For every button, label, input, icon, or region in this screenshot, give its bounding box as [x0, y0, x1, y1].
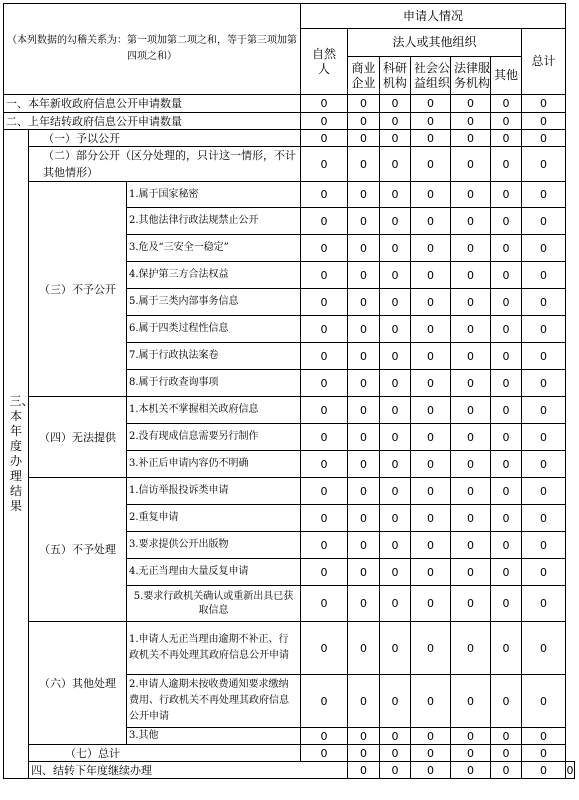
value-cell: 0 [380, 95, 411, 113]
value-cell: 0 [491, 397, 522, 424]
value-cell: 0 [451, 478, 491, 505]
row-label: 3.其他 [127, 728, 301, 745]
value-cell: 0 [348, 424, 380, 451]
value-cell: 0 [301, 343, 348, 370]
value-cell: 0 [301, 586, 348, 622]
value-cell: 0 [348, 728, 380, 745]
value-cell: 0 [348, 559, 380, 586]
value-cell: 0 [380, 208, 411, 235]
value-cell: 0 [411, 745, 451, 762]
value-cell: 0 [380, 370, 411, 397]
value-cell: 0 [348, 343, 380, 370]
value-cell: 0 [411, 675, 451, 728]
value-cell: 0 [451, 343, 491, 370]
row-label: 四、结转下年度继续办理 [29, 762, 348, 779]
group-label: （六）其他处理 [29, 622, 127, 745]
legal-service-header: 法律服务机构 [451, 57, 491, 95]
value-cell: 0 [301, 397, 348, 424]
value-cell: 0 [522, 745, 566, 762]
value-cell: 0 [301, 451, 348, 478]
value-cell: 0 [301, 478, 348, 505]
value-cell: 0 [411, 147, 451, 182]
value-cell: 0 [301, 208, 348, 235]
value-cell: 0 [380, 622, 411, 675]
value-cell: 0 [411, 113, 451, 130]
value-cell: 0 [522, 559, 566, 586]
row-label: 1.信访举报投诉类申请 [127, 478, 301, 505]
value-cell: 0 [411, 478, 451, 505]
value-cell: 0 [451, 208, 491, 235]
row-label: 2.重复申请 [127, 505, 301, 532]
value-cell: 0 [411, 532, 451, 559]
value-cell: 0 [301, 505, 348, 532]
value-cell: 0 [301, 147, 348, 182]
value-cell: 0 [491, 147, 522, 182]
value-cell: 0 [522, 316, 566, 343]
value-cell: 0 [451, 182, 491, 208]
row-label: 1.属于国家秘密 [127, 182, 301, 208]
disclosure-table [3, 3, 575, 779]
value-cell: 0 [451, 113, 491, 130]
value-cell: 0 [522, 113, 566, 130]
value-cell: 0 [411, 95, 451, 113]
value-cell: 0 [380, 397, 411, 424]
value-cell: 0 [380, 262, 411, 289]
value-cell: 0 [301, 316, 348, 343]
value-cell: 0 [301, 95, 348, 113]
value-cell: 0 [491, 586, 522, 622]
row-label: （二）部分公开（区分处理的，只计这一情形，不计其他情形） [29, 147, 301, 182]
value-cell: 0 [301, 675, 348, 728]
value-cell: 0 [380, 559, 411, 586]
value-cell: 0 [451, 675, 491, 728]
row-label: 5.要求行政机关确认或重新出具已获取信息 [127, 586, 301, 622]
value-cell: 0 [411, 343, 451, 370]
value-cell: 0 [411, 397, 451, 424]
value-cell: 0 [522, 451, 566, 478]
value-cell: 0 [348, 130, 380, 147]
row-label: 4.保护第三方合法权益 [127, 262, 301, 289]
value-cell: 0 [380, 532, 411, 559]
value-cell: 0 [491, 745, 522, 762]
value-cell: 0 [491, 316, 522, 343]
value-cell: 0 [491, 478, 522, 505]
row-label: 2.其他法律行政法规禁止公开 [127, 208, 301, 235]
value-cell: 0 [522, 343, 566, 370]
value-cell: 0 [380, 316, 411, 343]
value-cell: 0 [451, 586, 491, 622]
value-cell: 0 [348, 451, 380, 478]
value-cell: 0 [451, 289, 491, 316]
value-cell: 0 [451, 370, 491, 397]
value-cell: 0 [411, 762, 451, 779]
value-cell: 0 [491, 113, 522, 130]
value-cell: 0 [348, 675, 380, 728]
value-cell: 0 [451, 762, 491, 779]
value-cell: 0 [451, 262, 491, 289]
value-cell: 0 [380, 451, 411, 478]
value-cell: 0 [411, 316, 451, 343]
row-label: （七）总计 [29, 745, 301, 762]
value-cell: 0 [491, 95, 522, 113]
value-cell: 0 [380, 182, 411, 208]
row-label: 3.要求提供公开出版物 [127, 532, 301, 559]
row-label: 2.没有现成信息需要另行制作 [127, 424, 301, 451]
value-cell: 0 [411, 130, 451, 147]
value-cell: 0 [522, 289, 566, 316]
value-cell: 0 [348, 505, 380, 532]
value-cell: 0 [451, 559, 491, 586]
value-cell: 0 [348, 397, 380, 424]
value-cell: 0 [491, 262, 522, 289]
value-cell: 0 [380, 586, 411, 622]
value-cell: 0 [411, 559, 451, 586]
row-label: 8.属于行政查询事项 [127, 370, 301, 397]
value-cell: 0 [380, 235, 411, 262]
value-cell: 0 [491, 451, 522, 478]
value-cell: 0 [380, 289, 411, 316]
value-cell: 0 [348, 113, 380, 130]
row-label: 1.申请人无正当理由逾期不补正、行政机关不再处理其政府信息公开申请 [127, 622, 301, 675]
value-cell: 0 [491, 289, 522, 316]
value-cell: 0 [301, 424, 348, 451]
value-cell: 0 [380, 675, 411, 728]
value-cell: 0 [491, 370, 522, 397]
value-cell: 0 [411, 235, 451, 262]
value-cell: 0 [348, 208, 380, 235]
value-cell: 0 [380, 745, 411, 762]
value-cell: 0 [522, 95, 566, 113]
value-cell: 0 [348, 532, 380, 559]
value-cell: 0 [491, 728, 522, 745]
value-cell: 0 [301, 370, 348, 397]
value-cell: 0 [380, 505, 411, 532]
value-cell: 0 [522, 728, 566, 745]
value-cell: 0 [451, 397, 491, 424]
value-cell: 0 [348, 95, 380, 113]
value-cell: 0 [451, 728, 491, 745]
value-cell: 0 [380, 762, 411, 779]
group-label: （五）不予处理 [29, 478, 127, 622]
value-cell: 0 [301, 262, 348, 289]
value-cell: 0 [301, 745, 348, 762]
row-label: 5.属于三类内部事务信息 [127, 289, 301, 316]
value-cell: 0 [522, 505, 566, 532]
value-cell: 0 [522, 208, 566, 235]
applicant-header: 申请人情况 [301, 4, 566, 29]
value-cell: 0 [301, 559, 348, 586]
value-cell: 0 [522, 262, 566, 289]
value-cell: 0 [301, 622, 348, 675]
value-cell: 0 [451, 505, 491, 532]
value-cell: 0 [301, 113, 348, 130]
value-cell: 0 [348, 622, 380, 675]
row-label: 2.申请人逾期未按收费通知要求缴纳费用、行政机关不再处理其政府信息公开申请 [127, 675, 301, 728]
value-cell: 0 [411, 289, 451, 316]
section-3-label: 三、本年度办理结果 [4, 130, 29, 779]
value-cell: 0 [522, 370, 566, 397]
value-cell: 0 [411, 451, 451, 478]
value-cell: 0 [380, 147, 411, 182]
value-cell: 0 [380, 728, 411, 745]
value-cell: 0 [348, 262, 380, 289]
value-cell: 0 [348, 586, 380, 622]
row-label: 1.本机关不掌握相关政府信息 [127, 397, 301, 424]
row-label: 7.属于行政执法案卷 [127, 343, 301, 370]
note-cell: （本列数据的勾稽关系为：第一项加第二项之和，等于第三项加第四项之和） [4, 4, 301, 95]
value-cell: 0 [348, 762, 380, 779]
social-header: 社会公益组织 [411, 57, 451, 95]
value-cell: 0 [451, 424, 491, 451]
value-cell: 0 [522, 586, 566, 622]
value-cell: 0 [411, 505, 451, 532]
value-cell: 0 [348, 235, 380, 262]
value-cell: 0 [522, 424, 566, 451]
value-cell: 0 [491, 675, 522, 728]
natural-person-header: 自然人 [301, 29, 348, 95]
value-cell: 0 [491, 505, 522, 532]
value-cell: 0 [301, 130, 348, 147]
value-cell: 0 [411, 622, 451, 675]
value-cell: 0 [451, 745, 491, 762]
value-cell: 0 [348, 478, 380, 505]
research-header: 科研机构 [380, 57, 411, 95]
value-cell: 0 [380, 343, 411, 370]
value-cell: 0 [411, 424, 451, 451]
value-cell: 0 [522, 182, 566, 208]
row-label: 3.危及“三安全一稳定” [127, 235, 301, 262]
value-cell: 0 [348, 289, 380, 316]
group-label: （四）无法提供 [29, 397, 127, 478]
value-cell: 0 [348, 316, 380, 343]
value-cell: 0 [301, 182, 348, 208]
group-label: （三）不予公开 [29, 182, 127, 397]
value-cell: 0 [451, 316, 491, 343]
value-cell: 0 [411, 182, 451, 208]
value-cell: 0 [491, 622, 522, 675]
business-header: 商业企业 [348, 57, 380, 95]
value-cell: 0 [451, 451, 491, 478]
value-cell: 0 [522, 675, 566, 728]
value-cell: 0 [522, 478, 566, 505]
row-label: 6.属于四类过程性信息 [127, 316, 301, 343]
value-cell: 0 [451, 622, 491, 675]
value-cell: 0 [491, 235, 522, 262]
value-cell: 0 [348, 370, 380, 397]
total-header: 总计 [522, 29, 566, 95]
value-cell: 0 [380, 130, 411, 147]
value-cell: 0 [348, 745, 380, 762]
value-cell: 0 [451, 235, 491, 262]
row-label: 一、本年新收政府信息公开申请数量 [4, 95, 301, 113]
row-label: 二、上年结转政府信息公开申请数量 [4, 113, 301, 130]
value-cell: 0 [348, 147, 380, 182]
other-header: 其他 [491, 57, 522, 95]
value-cell: 0 [491, 182, 522, 208]
value-cell: 0 [451, 147, 491, 182]
value-cell: 0 [451, 532, 491, 559]
legal-org-header: 法人或其他组织 [348, 29, 522, 57]
value-cell: 0 [522, 147, 566, 182]
value-cell: 0 [522, 622, 566, 675]
value-cell: 0 [411, 586, 451, 622]
value-cell: 0 [301, 728, 348, 745]
value-cell: 0 [522, 762, 566, 779]
value-cell: 0 [491, 762, 522, 779]
value-cell: 0 [411, 262, 451, 289]
row-label: （一）予以公开 [29, 130, 301, 147]
value-cell: 0 [522, 235, 566, 262]
row-label: 4.无正当理由大量反复申请 [127, 559, 301, 586]
value-cell: 0 [411, 370, 451, 397]
value-cell: 0 [411, 208, 451, 235]
row-label: 3.补正后申请内容仍不明确 [127, 451, 301, 478]
value-cell: 0 [491, 559, 522, 586]
value-cell: 0 [380, 478, 411, 505]
value-cell: 0 [301, 532, 348, 559]
value-cell: 0 [522, 130, 566, 147]
value-cell: 0 [301, 235, 348, 262]
value-cell: 0 [491, 208, 522, 235]
value-cell: 0 [451, 130, 491, 147]
value-cell: 0 [491, 130, 522, 147]
value-cell: 0 [411, 728, 451, 745]
value-cell: 0 [451, 95, 491, 113]
value-cell: 0 [301, 289, 348, 316]
value-cell: 0 [348, 182, 380, 208]
value-cell: 0 [522, 397, 566, 424]
value-cell: 0 [380, 424, 411, 451]
value-cell: 0 [566, 763, 574, 777]
value-cell: 0 [491, 532, 522, 559]
value-cell: 0 [522, 532, 566, 559]
value-cell: 0 [491, 424, 522, 451]
value-cell: 0 [380, 113, 411, 130]
value-cell: 0 [491, 343, 522, 370]
